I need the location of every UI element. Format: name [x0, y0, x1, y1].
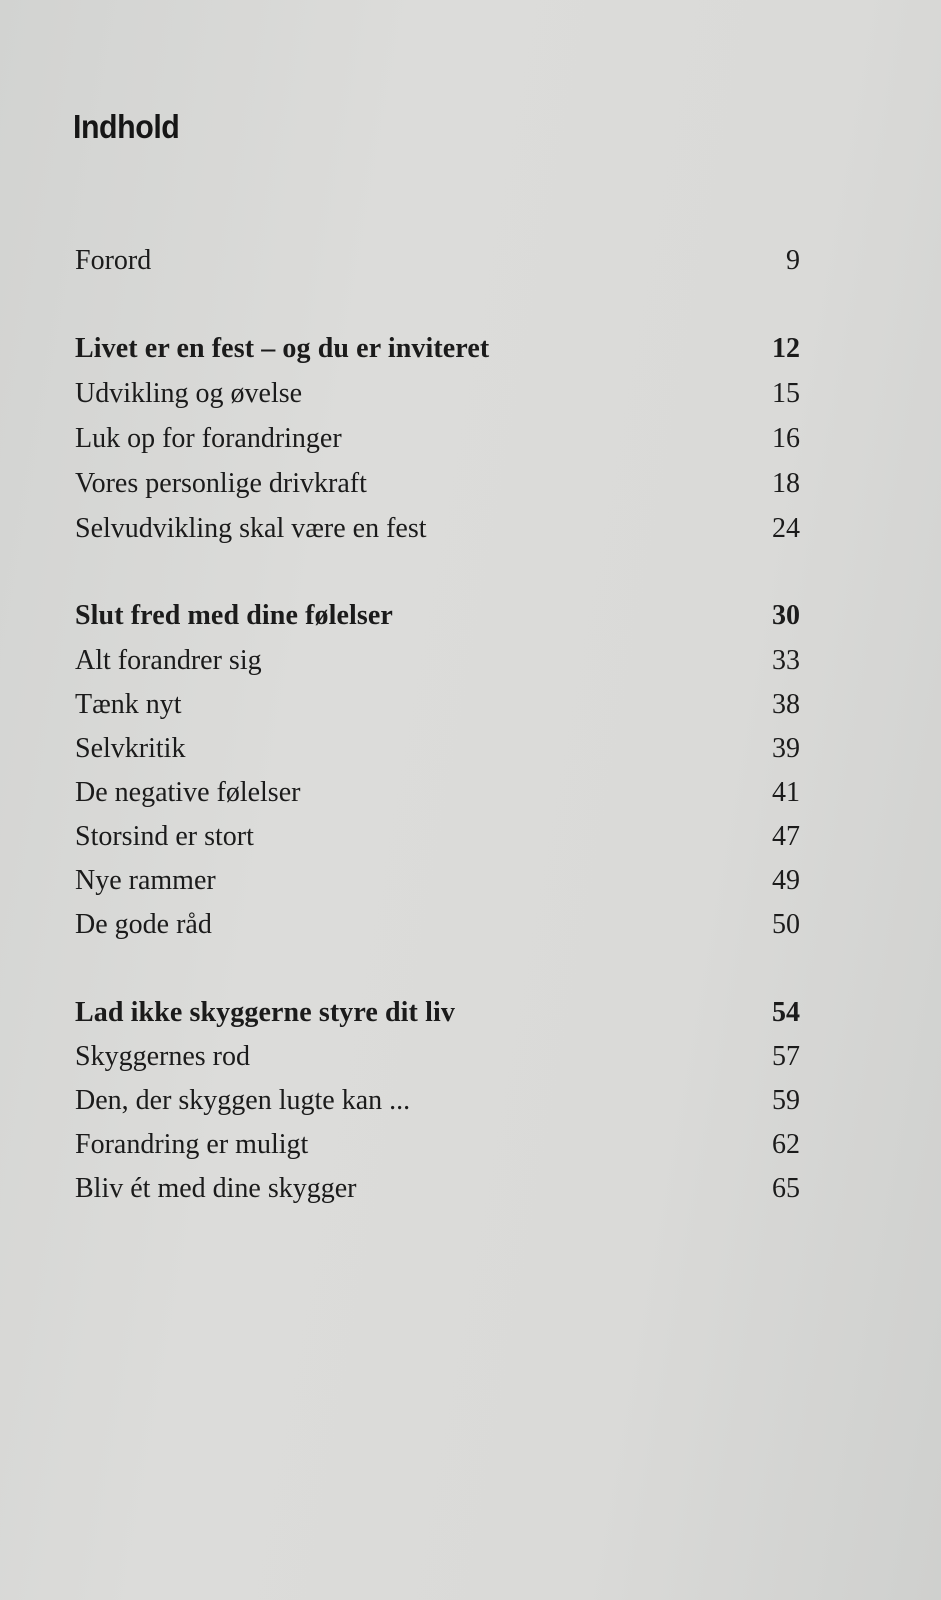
toc-entry	[75, 686, 800, 724]
toc-entry-page: 59	[772, 1085, 800, 1116]
toc-entry	[75, 1170, 800, 1208]
toc-entry-title: Luk op for forandringer	[75, 423, 342, 454]
toc-chapter-title: Livet er en fest – og du er inviteret	[75, 333, 490, 364]
toc-entry-title: Den, der skyggen lugte kan ...	[75, 1085, 411, 1116]
toc-entry	[75, 1038, 800, 1076]
toc-entry-title: Udvikling og øvelse	[75, 378, 303, 409]
toc-chapter-page: 30	[772, 600, 800, 631]
toc-entry	[75, 730, 800, 768]
toc-entry-page: 18	[772, 468, 800, 499]
toc-entry-page: 62	[772, 1129, 800, 1160]
toc-chapter-title: Slut fred med dine følelser	[75, 600, 393, 631]
toc-entry-title: Storsind er stort	[75, 821, 254, 852]
toc-entry-title: Nye rammer	[75, 865, 216, 896]
toc-entry	[75, 420, 800, 458]
toc-entry	[75, 906, 800, 944]
toc-entry	[75, 465, 800, 503]
toc-entry-title: Skyggernes rod	[75, 1041, 250, 1072]
toc-entry	[75, 242, 800, 280]
toc-entry-title: Vores personlige drivkraft	[75, 468, 367, 499]
toc-entry-page: 57	[772, 1041, 800, 1072]
toc-entry	[75, 375, 800, 413]
toc-chapter-page: 12	[772, 333, 800, 364]
toc-entry-title: De gode råd	[75, 909, 212, 940]
toc-entry-page: 50	[772, 909, 800, 940]
toc-entry	[75, 642, 800, 680]
toc-entry-page: 33	[772, 645, 800, 676]
toc-entry	[75, 774, 800, 812]
toc-entry	[75, 510, 800, 548]
toc-entry	[75, 862, 800, 900]
toc-entry-page: 41	[772, 777, 800, 808]
toc-entry-title: Forandring er muligt	[75, 1129, 309, 1160]
toc-chapter	[75, 994, 800, 1032]
toc-chapter-title: Lad ikke skyggerne styre dit liv	[75, 997, 455, 1028]
toc-entry-title: Alt forandrer sig	[75, 645, 262, 676]
toc-entry-title: Tænk nyt	[75, 689, 182, 720]
toc-entry-page: 15	[772, 378, 800, 409]
toc-chapter-page: 54	[772, 997, 800, 1028]
toc-entry-page: 47	[772, 821, 800, 852]
toc-entry-page: 65	[772, 1173, 800, 1204]
toc-entry-title: Selvkritik	[75, 733, 186, 764]
toc-entry-title: Forord	[75, 245, 152, 276]
toc-entry-page: 38	[772, 689, 800, 720]
toc-entry	[75, 818, 800, 856]
toc-heading: Indhold	[73, 108, 180, 145]
toc-entry-title: Selvudvikling skal være en fest	[75, 513, 427, 544]
toc-entry-page: 9	[786, 245, 800, 276]
toc-entry-page: 39	[772, 733, 800, 764]
toc-entry-page: 16	[772, 423, 800, 454]
toc-entry-title: De negative følelser	[75, 777, 301, 808]
toc-entry-page: 49	[772, 865, 800, 896]
toc-entry-page: 24	[772, 513, 800, 544]
toc-chapter	[75, 330, 800, 368]
toc-chapter	[75, 597, 800, 635]
toc-entry	[75, 1126, 800, 1164]
toc-entry	[75, 1082, 800, 1120]
toc-entry-title: Bliv ét med dine skygger	[75, 1173, 357, 1204]
